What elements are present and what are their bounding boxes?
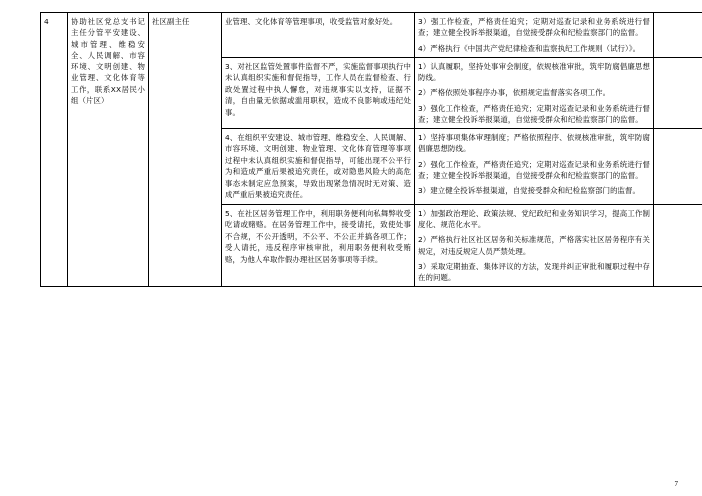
cell-remark xyxy=(654,13,702,58)
cell-risk-content xyxy=(222,204,415,287)
measure-list xyxy=(418,16,650,54)
cell-risk-content xyxy=(222,57,415,128)
risk-content-text: 5、在社区居务管理工作中，利用职务便利向私舞弊收受吃请或赌赂。在居务管理工作中，接受请托，致使处事不合规，不公开透明，不公平、不公正并搞各项工作；受人请托，违反程序审核审批，利用职务便利收受贿赂，为他人牟取作假办理社区居务事项等手续。 xyxy=(225,208,411,264)
table-body xyxy=(41,13,702,287)
cell-duty-description: 协助社区党总支书记主任分管平安建设、城市管理、维稳安全、人民调解、市容环境、文明创建、物业管理、文化体育等工作，联系XX居民小组（片区） xyxy=(68,13,149,287)
risk-duty-table xyxy=(40,12,702,287)
measure-item: 2）严格执行社区社区居务和关标准规范，严格落实社区居务程序有关规定，对违反规定人员严禁处理。 xyxy=(418,235,650,256)
risk-content-text: 业管理、文化体育等管理事项，收受监管对象好处。 xyxy=(225,17,398,26)
cell-risk-content xyxy=(222,129,415,205)
cell-remark xyxy=(654,129,702,205)
cell-row-number: 4 xyxy=(41,13,68,287)
cell-remark xyxy=(654,204,702,287)
risk-content-text: 3、对社区监管处置事件监督不严，实施监督事项执行中未认真组织实施和督促指导，工作人员在监督检查、行政处置过程中执人懈怠，对违规事实以支持，证据不清，自由量无依据或滥用职权，造成不良影响或违纪处事。 xyxy=(225,61,411,117)
cell-risk-content xyxy=(222,13,415,58)
measure-item: 2）严格依照处事程序办事，依照规定监督落实各项工作。 xyxy=(418,88,611,98)
page-number: 7 xyxy=(674,480,678,488)
measure-list xyxy=(418,132,650,196)
measure-item: 3）强化工作检查，严格责任追究；定期对巡查记录和业务系统进行督查；建立健全投诉举报渠道，自觉接受群众和纪检监察部门的监督。 xyxy=(418,103,650,124)
cell-prevention-measures xyxy=(415,13,654,58)
measure-item: 3）强工作检查，严格责任追究；定期对巡查记录和业务系统进行督查；建立健全投诉举报渠道，自觉接受群众和纪检监察部门的监督。 xyxy=(418,17,650,38)
table-row xyxy=(41,13,702,58)
cell-remark xyxy=(654,57,702,128)
cell-prevention-measures xyxy=(415,57,654,128)
measure-item: 1）坚持事项集体审理制度；严格依照程序、依规核准审批，筑牢防腐倡廉思想防线。 xyxy=(418,133,650,154)
measure-item: 3）建立健全投诉举报渠道，自觉接受群众和纪检监察部门的监督。 xyxy=(418,186,641,195)
risk-content-text: 4、在组织平安建设、城市管理、维稳安全、人民调解、市容环境、文明创建、物业管理、文化体育管理等事项过程中未认真组织实施和督促指导，可能出现不公平行为和造成严重后果被追究责任，或对隐患风险大的高危事态未制定应急预案，导致出现紧急情况时无对策、造成严重后果被追究责任。 xyxy=(225,133,411,200)
measure-item: 3）采取定期抽查、集体评议的方法，发现并纠正审批和履职过程中存在的问题。 xyxy=(418,261,650,283)
measure-item: 2）强化工作检查，严格责任追究；定期对巡查记录和业务系统进行督查；建立健全投诉举报渠道，自觉接受群众和纪检监察部门的监督。 xyxy=(418,159,650,180)
measure-item: 1）加强政治理论、政策法规、党纪政纪和业务知识学习，提高工作制度化、规范化水平。 xyxy=(418,208,650,230)
cell-prevention-measures xyxy=(415,129,654,205)
cell-prevention-measures xyxy=(415,204,654,287)
measure-list xyxy=(418,61,650,125)
measure-list xyxy=(418,208,650,284)
measure-item: 1）认真履职，坚持处事审会制度，依规核准审批，筑牢防腐倡廉思想防线。 xyxy=(418,61,650,82)
cell-post-title: 社区副主任 xyxy=(149,13,222,287)
measure-item: 4）严格执行《中国共产党纪律检查和监察执纪工作规则（试行）》。 xyxy=(418,43,641,53)
